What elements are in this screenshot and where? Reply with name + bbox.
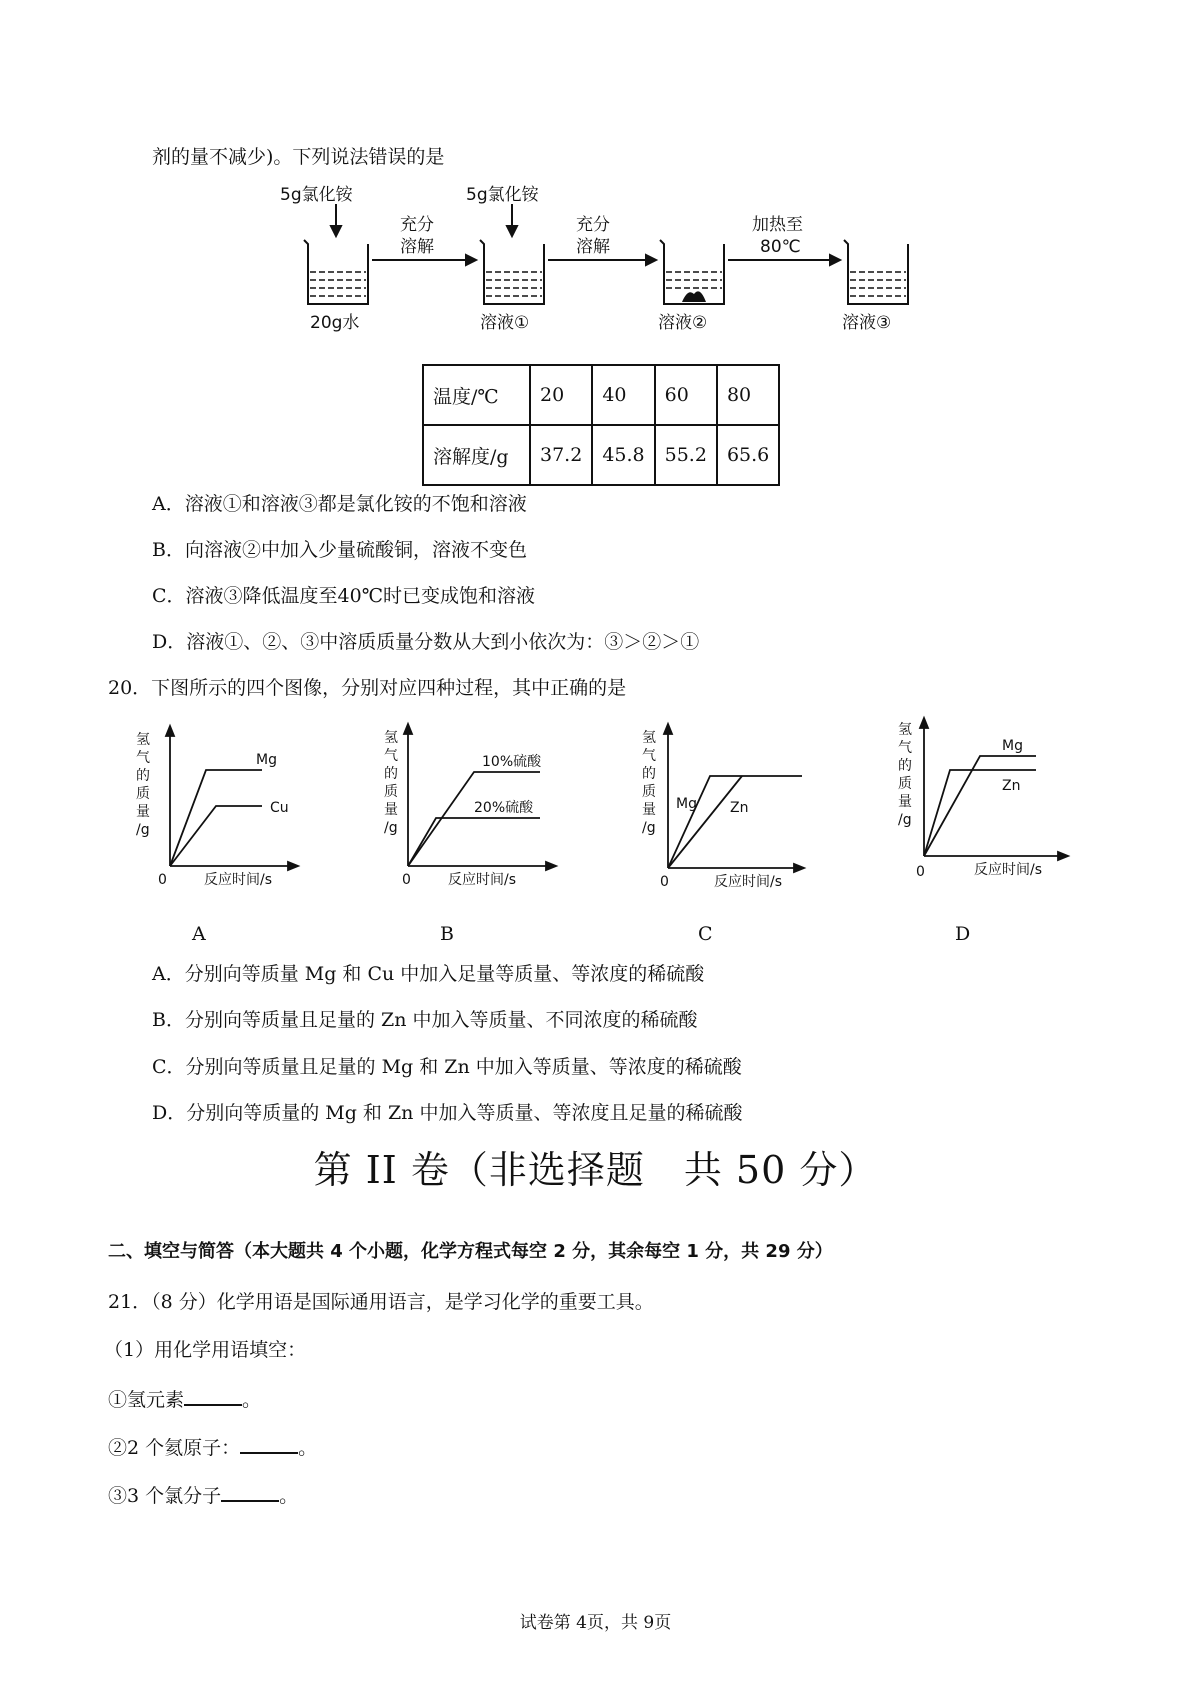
- step1-line2: 溶解: [400, 237, 434, 257]
- y-label-char: 的: [642, 766, 656, 782]
- q19-option-d: D．溶液①、②、③中溶质质量分数从大到小依次为：③＞②＞①: [152, 631, 700, 653]
- table-cell: 65.6: [717, 425, 779, 485]
- q21-item-3-prefix: ③3 个氯分子: [108, 1485, 222, 1507]
- y-label-char: 的: [384, 766, 398, 782]
- origin-label: 0: [402, 872, 411, 888]
- add-label-2: 5g氯化铵: [466, 185, 539, 205]
- x-axis-label: 反应时间/s: [204, 872, 273, 888]
- beaker-label-4: 溶液③: [842, 313, 892, 333]
- x-axis-label: 反应时间/s: [714, 874, 783, 890]
- q20-option-b: B．分别向等质量且足量的 Zn 中加入等质量、不同浓度的稀硫酸: [152, 1009, 698, 1031]
- series-label-zn: Zn: [1002, 778, 1021, 794]
- beaker-label-1: 20g水: [310, 313, 360, 333]
- y-label-char: 质: [384, 784, 398, 800]
- solubility-table: [422, 364, 780, 486]
- table-cell: 37.2: [530, 425, 592, 485]
- x-axis-label: 反应时间/s: [974, 862, 1043, 878]
- y-label-char: 量: [898, 794, 912, 810]
- series-label-20pct: 20%硫酸: [474, 800, 534, 816]
- q21-item-1-prefix: ①氢元素: [108, 1389, 185, 1411]
- graph-caption-d: D: [955, 923, 971, 945]
- q21-stem: 21．（8 分）化学用语是国际通用语言，是学习化学的重要工具。: [108, 1291, 654, 1313]
- q21-item-3: [108, 1482, 298, 1508]
- table-cell: 20: [530, 365, 592, 425]
- origin-label: 0: [660, 874, 669, 890]
- y-label-char: /g: [136, 822, 150, 838]
- graph-b: [370, 720, 560, 888]
- y-label-char: 质: [642, 784, 656, 800]
- y-label-char: /g: [898, 812, 912, 828]
- q20-option-c: C．分别向等质量且足量的 Mg 和 Zn 中加入等质量、等浓度的稀硫酸: [152, 1056, 742, 1078]
- beaker-label-3: 溶液②: [658, 313, 708, 333]
- origin-label: 0: [158, 872, 167, 888]
- table-cell: 45.8: [592, 425, 654, 485]
- series-label-cu: Cu: [270, 800, 289, 816]
- question-intro-tail: 剂的量不减少)。下列说法错误的是: [152, 146, 445, 168]
- y-label-char: 气: [136, 750, 150, 766]
- y-label-char: 氢: [136, 732, 150, 748]
- y-label-char: 气: [642, 748, 656, 764]
- y-label-char: 氢: [384, 730, 398, 746]
- table-row: [423, 365, 779, 425]
- answer-blank[interactable]: [184, 1386, 242, 1406]
- graph-a: [130, 720, 300, 888]
- q19-option-a: A．溶液①和溶液③都是氯化铵的不饱和溶液: [152, 493, 527, 515]
- series-label-mg: Mg: [1002, 738, 1023, 754]
- y-label-char: 量: [136, 804, 150, 820]
- series-label-zn: Zn: [730, 800, 749, 816]
- q20-option-d: D．分别向等质量的 Mg 和 Zn 中加入等质量、等浓度且足量的稀硫酸: [152, 1102, 743, 1124]
- q21-item-1-suffix: 。: [242, 1389, 262, 1411]
- y-label-char: 质: [898, 776, 912, 792]
- y-label-char: 质: [136, 786, 150, 802]
- graph-caption-b: B: [440, 923, 454, 945]
- series-label-mg: Mg: [676, 796, 697, 812]
- y-label-char: /g: [642, 820, 656, 836]
- q21-item-3-suffix: 。: [279, 1485, 299, 1507]
- step3-line2: 80℃: [760, 237, 801, 257]
- q21-sub1: （1）用化学用语填空：: [104, 1339, 307, 1361]
- q21-item-2-suffix: 。: [298, 1437, 318, 1459]
- table-row: [423, 425, 779, 485]
- q20-stem: 20．下图所示的四个图像，分别对应四种过程，其中正确的是: [108, 677, 627, 699]
- graph-caption-c: C: [698, 923, 713, 945]
- part2-title: 第 II 卷（非选择题 共 50 分）: [313, 1148, 878, 1192]
- series-label-10pct: 10%硫酸: [482, 754, 542, 770]
- undissolved-solid: [682, 291, 706, 302]
- q19-option-b: B．向溶液②中加入少量硫酸铜，溶液不变色: [152, 539, 527, 561]
- table-cell: 溶解度/g: [423, 425, 530, 485]
- q21-item-2: [108, 1434, 317, 1460]
- page-footer: 试卷第 4页，共 9页: [519, 1613, 672, 1633]
- table-cell: 55.2: [655, 425, 717, 485]
- step1-line1: 充分: [400, 215, 434, 235]
- y-label-char: 的: [136, 768, 150, 784]
- table-cell: 80: [717, 365, 779, 425]
- answer-blank[interactable]: [221, 1482, 279, 1502]
- y-label-char: 量: [642, 802, 656, 818]
- graph-c: [630, 720, 810, 890]
- graph-caption-a: A: [192, 923, 206, 945]
- dissolution-apparatus-diagram: [280, 185, 930, 350]
- y-label-char: 气: [384, 748, 398, 764]
- y-label-char: /g: [384, 820, 398, 836]
- step2-line1: 充分: [576, 215, 610, 235]
- q21-item-2-prefix: ②2 个氦原子：: [108, 1437, 241, 1459]
- step2-line2: 溶解: [576, 237, 610, 257]
- x-axis-label: 反应时间/s: [448, 872, 517, 888]
- y-label-char: 氢: [642, 730, 656, 746]
- series-label-mg: Mg: [256, 752, 277, 768]
- q19-option-c: C．溶液③降低温度至40℃时已变成饱和溶液: [152, 585, 535, 607]
- table-cell: 60: [655, 365, 717, 425]
- q20-option-a: A．分别向等质量 Mg 和 Cu 中加入足量等质量、等浓度的稀硫酸: [152, 963, 705, 985]
- step3-line1: 加热至: [752, 215, 803, 235]
- add-label-1: 5g氯化铵: [280, 185, 353, 205]
- origin-label: 0: [916, 864, 925, 880]
- beaker-label-2: 溶液①: [480, 313, 530, 333]
- y-label-char: 量: [384, 802, 398, 818]
- answer-blank[interactable]: [240, 1434, 298, 1454]
- q21-item-1: [108, 1386, 261, 1412]
- y-label-char: 气: [898, 740, 912, 756]
- y-label-char: 的: [898, 758, 912, 774]
- table-cell: 40: [592, 365, 654, 425]
- y-label-char: 氢: [898, 722, 912, 738]
- graph-d: [886, 714, 1072, 879]
- table-cell: 温度/℃: [423, 365, 530, 425]
- section2-heading: 二、填空与简答（本大题共 4 个小题，化学方程式每空 2 分，其余每空 1 分，共 29 分）: [108, 1241, 833, 1262]
